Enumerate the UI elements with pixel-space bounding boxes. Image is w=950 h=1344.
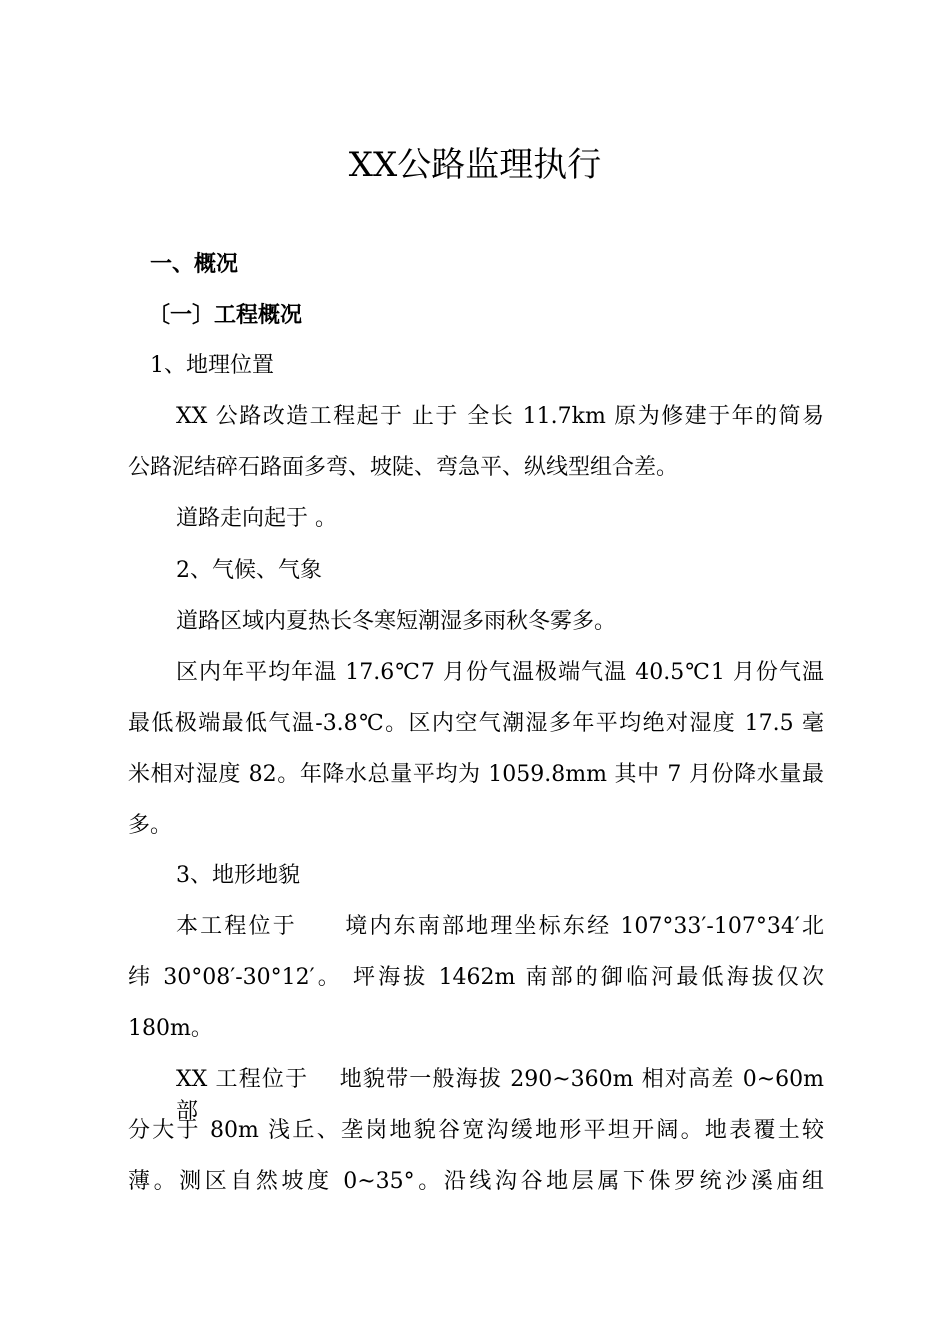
paragraph-line: 分大于 80m 浅丘、垄岗地貌谷宽沟缓地形平坦开阔。地表覆土较: [128, 1118, 824, 1143]
paragraph-line: 本工程位于 境内东南部地理坐标东经 107°33′-107°34′北: [176, 914, 824, 939]
document-title: XX公路监理执行: [348, 145, 602, 185]
paragraph-line: XX 工程位于 地貌带一般海拔 290~360m 相对高差 0~60m 部: [176, 1067, 824, 1124]
section-geographic-location: 1、地理位置: [150, 353, 274, 378]
paragraph-line: 米相对湿度 82。年降水总量平均为 1059.8mm 其中 7 月份降水量最: [128, 762, 824, 787]
paragraph-line: 多。: [128, 813, 173, 838]
paragraph-line: 纬 30°08′-30°12′。 坪海拔 1462m 南部的御临河最低海拔仅次: [128, 965, 824, 990]
paragraph-line: 薄。测区自然坡度 0~35°。沿线沟谷地层属下侏罗统沙溪庙组: [128, 1169, 824, 1194]
paragraph-line: 最低极端最低气温-3.8℃。区内空气潮湿多年平均绝对湿度 17.5 毫: [128, 711, 824, 736]
paragraph-line: 区内年平均年温 17.6℃7 月份气温极端气温 40.5℃1 月份气温: [176, 660, 824, 685]
paragraph-line: XX 公路改造工程起于 止于 全长 11.7km 原为修建于年的简易: [176, 404, 824, 429]
paragraph-line: 公路泥结碎石路面多弯、坡陡、弯急平、纵线型组合差。: [128, 455, 679, 480]
section-terrain: 3、地形地貌: [176, 863, 300, 888]
heading-project-overview: 〔一〕工程概况: [148, 303, 303, 328]
paragraph-line: 道路区域内夏热长冬寒短潮湿多雨秋冬雾多。: [176, 609, 617, 634]
paragraph-line: 道路走向起于 。: [176, 506, 337, 531]
heading-overview: 一、概况: [150, 252, 239, 277]
paragraph-line: 180m。: [128, 1016, 213, 1041]
section-climate: 2、气候、气象: [176, 558, 322, 583]
